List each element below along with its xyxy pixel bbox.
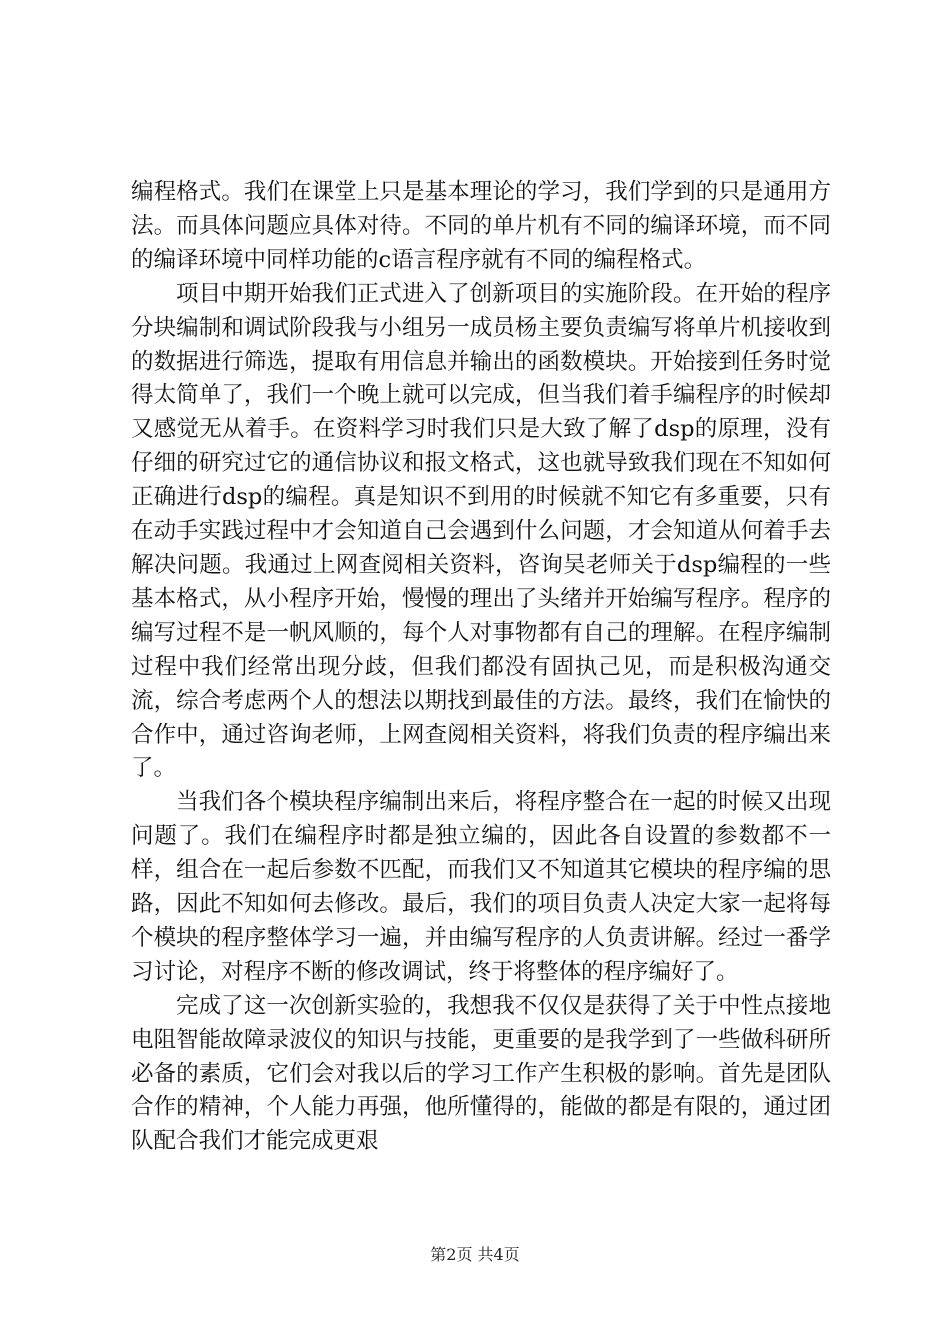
paragraph-2: 项目中期开始我们正式进入了创新项目的实施阶段。在开始的程序分块编制和调试阶段我与小组另一成员杨主要负责编写将单片机接收到的数据进行筛选，提取有用信息并输出的函数模块。开始接到任务时觉得太简单了，我们一个晚上就可以完成，但当我们着手编程序的时候却又感觉无从着手。在资料学习时我们只是大致了解了dsp的原理，没有仔细的研究过它的通信协议和报文格式，这也就导致我们现在不知如何正确进行dsp的编程。真是知识不到用的时候就不知它有多重要，只有在动手实践过程中才会知道自己会遇到什么问题，才会知道从何着手去解决问题。我通过上网查阅相关资料，咨询吴老师关于dsp编程的一些基本格式，从小程序开始，慢慢的理出了头绪并开始编写程序。程序的编写过程不是一帆风顺的，每个人对事物都有自己的理解。在程序编制过程中我们经常出现分歧，但我们都没有固执己见，而是积极沟通交流，综合考虑两个人的想法以期找到最佳的方法。最终，我们在愉快的合作中，通过咨询老师，上网查阅相关资料，将我们负责的程序编出来了。	[131, 280, 831, 782]
paragraph-3: 当我们各个模块程序编制出来后，将程序整合在一起的时候又出现问题了。我们在编程序时都是独立编的，因此各自设置的参数都不一样，组合在一起后参数不匹配，而我们又不知道其它模块的程序编的思路，因此不知如何去修改。最后，我们的项目负责人决定大家一起将每个模块的程序整体学习一遍，并由编写程序的人负责讲解。经过一番学习讨论，对程序不断的修改调试，终于将整体的程序编好了。	[131, 789, 831, 985]
paragraph-1: 编程格式。我们在课堂上只是基本理论的学习，我们学到的只是通用方法。而具体问题应具体对待。不同的单片机有不同的编译环境，而不同的编译环境中同样功能的c语言程序就有不同的编程格式。	[131, 179, 831, 273]
paragraph-4: 完成了这一次创新实验的，我想我不仅仅是获得了关于中性点接地电阻智能故障录波仪的知识与技能，更重要的是我学到了一些做科研所必备的素质，它们会对我以后的学习工作产生积极的影响。首先是团队合作的精神，个人能力再强，他所懂得的，能做的都是有限的，通过团队配合我们才能完成更艰	[131, 992, 831, 1155]
document-body	[131, 176, 831, 1159]
page-number-footer: 第2页 共4页	[430, 1245, 520, 1264]
